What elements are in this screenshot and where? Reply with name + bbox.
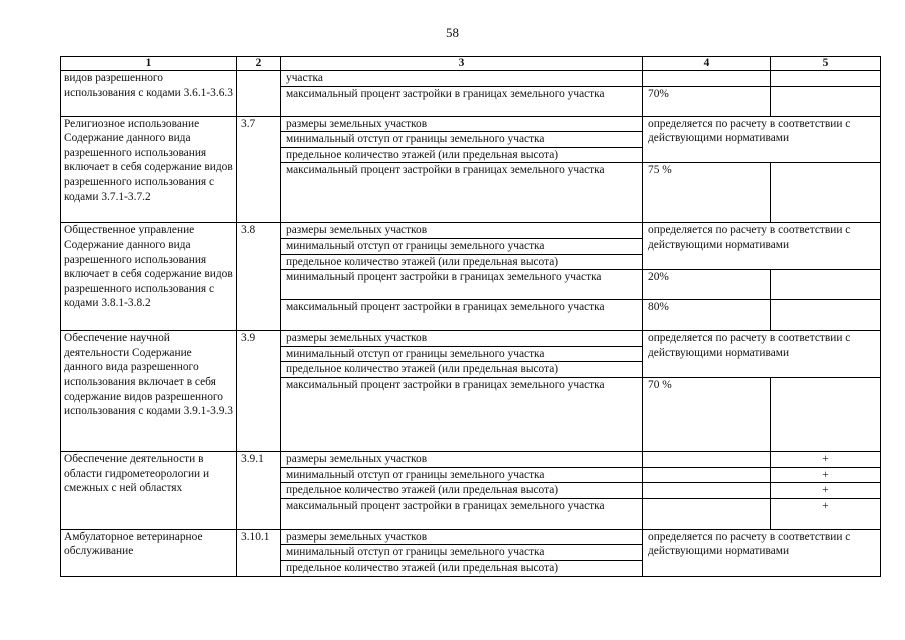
land-use-code-cell: 3.7 [237,116,281,223]
table-row [61,529,881,545]
parameter-note-cell: + [771,451,881,467]
parameter-name-cell: размеры земельных участков [281,223,643,239]
parameter-name-cell: минимальный отступ от границы земельного участка [281,346,643,362]
land-use-name-cell: Амбулаторное ветеринарное обслуживание [61,529,237,576]
land-use-code-cell: 3.9 [237,331,281,452]
parameter-note-cell: + [771,498,881,529]
table-row [61,71,881,87]
parameter-name-cell: минимальный отступ от границы земельного участка [281,238,643,254]
parameter-value-cell [643,498,771,529]
column-header: 3 [281,57,643,71]
parameter-name-cell: участка [281,71,643,87]
parameter-value-cell: 80% [643,300,771,331]
parameter-value-cell [643,483,771,499]
parameter-name-cell: предельное количество этажей (или предельная высота) [281,254,643,270]
parameter-name-cell: максимальный процент застройки в границах земельного участка [281,86,643,116]
parameter-note-cell: + [771,467,881,483]
parameter-name-cell: предельное количество этажей (или предельная высота) [281,560,643,576]
land-use-name-cell: Религиозное использование Содержание данного вида разрешенного использования включает в себя содержание видов разрешенного использования с кодами 3.7.1-3.7.2 [61,116,237,223]
parameter-value-cell: определяется по расчету в соответствии с действующими нормативами [643,223,881,270]
parameter-name-cell: размеры земельных участков [281,331,643,347]
parameter-note-cell [771,86,881,116]
parameter-note-cell [771,300,881,331]
column-header: 5 [771,57,881,71]
parameter-name-cell: предельное количество этажей (или предельная высота) [281,147,643,163]
parameter-note-cell [771,163,881,223]
table-body [61,71,881,577]
parameter-value-cell: 75 % [643,163,771,223]
parameter-name-cell: размеры земельных участков [281,116,643,132]
parameter-name-cell: минимальный отступ от границы земельного участка [281,132,643,148]
land-use-name-cell: Общественное управление Содержание данного вида разрешенного использования включает в себя содержание видов разрешенного использования с кодами 3.8.1-3.8.2 [61,223,237,331]
parameter-name-cell: максимальный процент застройки в границах земельного участка [281,163,643,223]
land-use-code-cell: 3.9.1 [237,451,281,529]
land-use-table [60,56,881,577]
parameter-name-cell: максимальный процент застройки в границах земельного участка [281,377,643,451]
parameter-name-cell: размеры земельных участков [281,529,643,545]
parameter-value-cell: определяется по расчету в соответствии с действующими нормативами [643,529,881,576]
parameter-value-cell: определяется по расчету в соответствии с действующими нормативами [643,116,881,163]
parameter-name-cell: максимальный процент застройки в границах земельного участка [281,498,643,529]
parameter-value-cell: 70% [643,86,771,116]
parameter-value-cell [643,71,771,87]
column-header: 4 [643,57,771,71]
parameter-note-cell: + [771,483,881,499]
parameter-note-cell [771,377,881,451]
parameter-value-cell: 70 % [643,377,771,451]
parameter-note-cell [771,71,881,87]
table-row [61,451,881,467]
parameter-name-cell: предельное количество этажей (или предельная высота) [281,362,643,378]
land-use-name-cell: Обеспечение деятельности в области гидрометеорологии и смежных с ней областях [61,451,237,529]
parameter-value-cell [643,467,771,483]
land-use-code-cell: 3.10.1 [237,529,281,576]
land-use-code-cell: 3.8 [237,223,281,331]
parameter-name-cell: размеры земельных участков [281,451,643,467]
parameter-value-cell [643,451,771,467]
parameter-value-cell: определяется по расчету в соответствии с действующими нормативами [643,331,881,378]
table-row [61,223,881,239]
column-header: 2 [237,57,281,71]
land-use-code-cell [237,71,281,117]
parameter-note-cell [771,270,881,300]
parameter-name-cell: минимальный процент застройки в границах земельного участка [281,270,643,300]
table-row [61,116,881,132]
table-header-row [61,57,881,71]
parameter-value-cell: 20% [643,270,771,300]
parameter-name-cell: предельное количество этажей (или предельная высота) [281,483,643,499]
parameter-name-cell: минимальный отступ от границы земельного участка [281,467,643,483]
parameter-name-cell: минимальный отступ от границы земельного участка [281,545,643,561]
table-row [61,331,881,347]
column-header: 1 [61,57,237,71]
land-use-name-cell: видов разрешенного использования с кодами 3.6.1-3.6.3 [61,71,237,117]
parameter-name-cell: максимальный процент застройки в границах земельного участка [281,300,643,331]
land-use-name-cell: Обеспечение научной деятельности Содержание данного вида разрешенного использования включает в себя содержание видов разрешенного использования с кодами 3.9.1-3.9.3 [61,331,237,452]
page-number: 58 [446,25,459,40]
